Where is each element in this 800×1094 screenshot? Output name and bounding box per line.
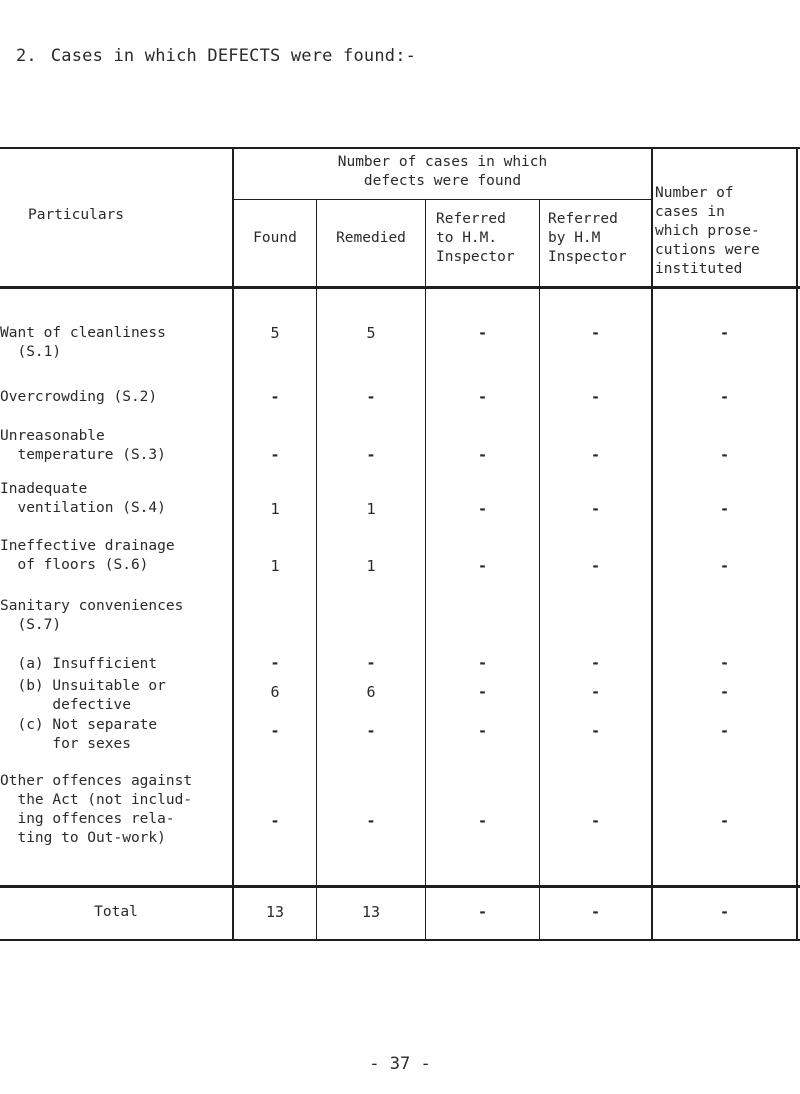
- group-header: Number of cases in which defects were found: [337, 154, 548, 189]
- cell-found: 1: [270, 557, 280, 575]
- section-number: 2.: [16, 46, 37, 66]
- cell-found: -: [270, 654, 280, 672]
- page-number: - 37 -: [369, 1054, 431, 1074]
- cell-referred-to: -: [477, 683, 488, 701]
- cell-prosecutions: -: [719, 388, 730, 406]
- cell-referred-by: -: [590, 722, 601, 740]
- cell-remedied: 1: [366, 557, 376, 575]
- cell-referred-to: -: [477, 812, 488, 830]
- cell-remedied: 6: [366, 683, 376, 701]
- col-rule-right: [796, 147, 798, 941]
- cell-referred-to: -: [477, 557, 488, 575]
- cell-referred-by: -: [590, 683, 601, 701]
- row-label: Want of cleanliness (S.1): [0, 325, 166, 360]
- row-label: Ineffective drainage of floors (S.6): [0, 538, 175, 573]
- col-header-found: Found: [253, 230, 297, 246]
- cell-referred-by: -: [590, 557, 601, 575]
- cell-found: -: [270, 388, 280, 406]
- cell-prosecutions: -: [719, 654, 730, 672]
- row-label: (a) Insufficient: [0, 656, 158, 672]
- row-label: Overcrowding (S.2): [0, 389, 158, 405]
- total-remedied: 13: [361, 903, 381, 921]
- cell-prosecutions: -: [719, 557, 730, 575]
- group-header-rule: [233, 199, 651, 200]
- total-label: Total: [94, 904, 138, 920]
- total-prosecutions: -: [719, 903, 730, 921]
- section-heading: [16, 46, 416, 66]
- cell-referred-by: -: [590, 324, 601, 342]
- cell-found: 1: [270, 500, 280, 518]
- row-label: (c) Not separate for sexes: [17, 717, 158, 752]
- total-found: 13: [265, 903, 285, 921]
- cell-referred-to: -: [477, 654, 488, 672]
- cell-referred-by: -: [590, 388, 601, 406]
- cell-found: -: [270, 446, 280, 464]
- cell-prosecutions: -: [719, 722, 730, 740]
- cell-found: 6: [270, 683, 280, 701]
- cell-referred-by: -: [590, 812, 601, 830]
- total-top-rule: [0, 885, 800, 888]
- cell-remedied: 1: [366, 500, 376, 518]
- cell-referred-by: -: [590, 500, 601, 518]
- col-header-referred-to: Referred to H.M. Inspector: [436, 211, 515, 265]
- row-label: Unreasonable temperature (S.3): [0, 428, 166, 463]
- row-label: Sanitary conveniences (S.7): [0, 598, 184, 633]
- cell-remedied: -: [366, 388, 376, 406]
- cell-referred-to: -: [477, 500, 488, 518]
- cell-found: -: [270, 722, 280, 740]
- cell-remedied: -: [366, 654, 376, 672]
- table-bottom-rule: [0, 939, 800, 941]
- row-label: Other offences against the Act (not includ- ing offences rela- ting to Out-work): [0, 773, 193, 846]
- cell-prosecutions: -: [719, 324, 730, 342]
- cell-remedied: -: [366, 722, 376, 740]
- cell-referred-to: -: [477, 722, 488, 740]
- col-header-prosecutions: Number of cases in which prose- cutions were instituted: [655, 185, 760, 277]
- table-top-rule: [0, 147, 800, 149]
- particulars-header: Particulars: [28, 207, 125, 223]
- cell-referred-to: -: [477, 388, 488, 406]
- cell-prosecutions: -: [719, 500, 730, 518]
- cell-found: -: [270, 812, 280, 830]
- cell-referred-to: -: [477, 324, 488, 342]
- cell-referred-by: -: [590, 654, 601, 672]
- total-referred-to: -: [477, 903, 488, 921]
- cell-referred-by: -: [590, 446, 601, 464]
- section-title: Cases in which DEFECTS were found:-: [50, 46, 417, 66]
- col-header-remedied: Remedied: [336, 230, 406, 246]
- cell-prosecutions: -: [719, 683, 730, 701]
- header-bottom-rule: [0, 286, 800, 289]
- cell-remedied: 5: [366, 324, 376, 342]
- cell-referred-to: -: [477, 446, 488, 464]
- row-label: Inadequate ventilation (S.4): [0, 481, 166, 516]
- row-label: (b) Unsuitable or defective: [17, 678, 166, 713]
- cell-found: 5: [270, 324, 280, 342]
- cell-remedied: -: [366, 446, 376, 464]
- cell-prosecutions: -: [719, 446, 730, 464]
- col-header-referred-by: Referred by H.M Inspector: [548, 211, 627, 265]
- total-referred-by: -: [590, 903, 601, 921]
- cell-remedied: -: [366, 812, 376, 830]
- cell-prosecutions: -: [719, 812, 730, 830]
